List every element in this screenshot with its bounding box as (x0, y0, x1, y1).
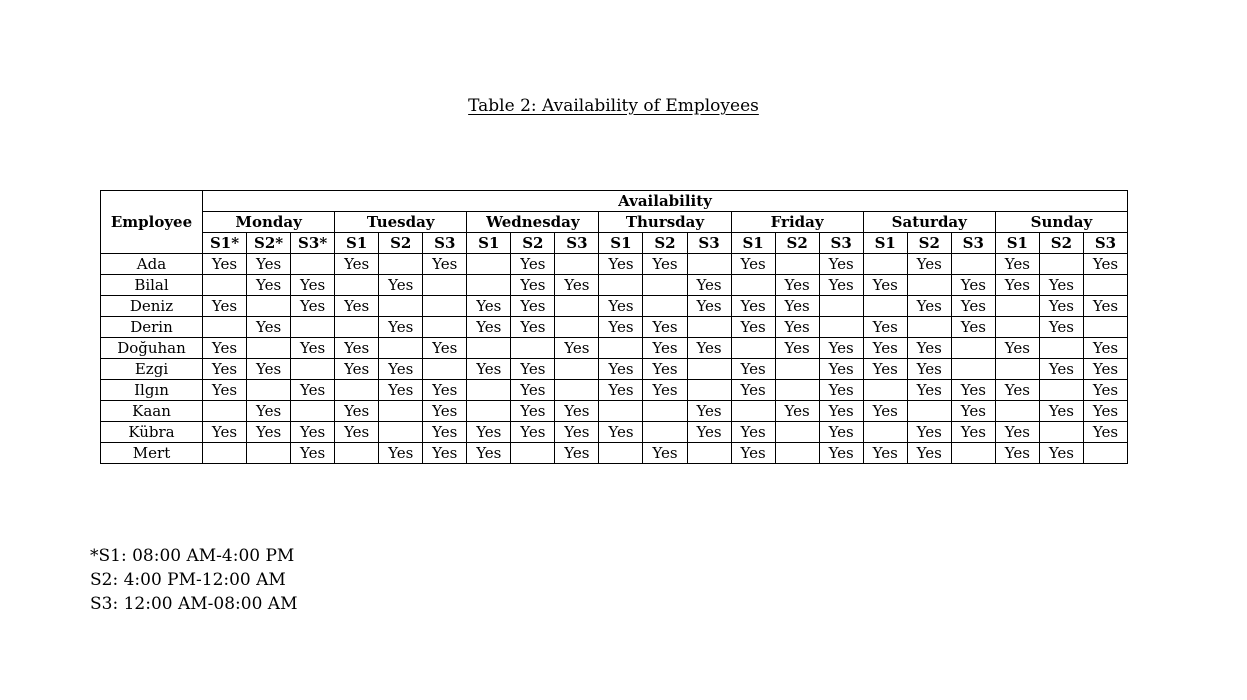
employee-name: Ada (101, 254, 203, 275)
availability-cell: Yes (247, 422, 291, 443)
availability-cell: Yes (643, 359, 687, 380)
table-row (101, 338, 1128, 359)
availability-cell (907, 275, 951, 296)
availability-cell (379, 254, 423, 275)
availability-cell: Yes (291, 422, 335, 443)
table-row (101, 380, 1128, 401)
availability-cell (863, 254, 907, 275)
availability-cell (599, 401, 643, 422)
availability-cell (907, 401, 951, 422)
day-header: Monday (203, 212, 335, 233)
availability-cell (819, 317, 863, 338)
header-row-availability (101, 191, 1128, 212)
shift-header: S1* (203, 233, 247, 254)
availability-cell (247, 338, 291, 359)
availability-cell (1039, 380, 1083, 401)
shift-header: S3 (423, 233, 467, 254)
availability-cell (951, 254, 995, 275)
availability-cell: Yes (643, 317, 687, 338)
availability-cell: Yes (599, 359, 643, 380)
shift-header: S3 (819, 233, 863, 254)
availability-cell (775, 443, 819, 464)
table-body (101, 254, 1128, 464)
shift-header: S2 (1039, 233, 1083, 254)
availability-cell: Yes (335, 254, 379, 275)
availability-cell (687, 317, 731, 338)
availability-cell (423, 296, 467, 317)
shift-header: S3 (687, 233, 731, 254)
availability-cell (467, 338, 511, 359)
day-header: Saturday (863, 212, 995, 233)
availability-cell (687, 380, 731, 401)
availability-cell (643, 275, 687, 296)
availability-cell: Yes (1039, 275, 1083, 296)
availability-cell: Yes (599, 317, 643, 338)
availability-cell: Yes (379, 380, 423, 401)
availability-cell: Yes (335, 401, 379, 422)
availability-cell: Yes (819, 254, 863, 275)
availability-cell: Yes (1083, 401, 1127, 422)
table-title: Table 2: Availability of Employees (468, 96, 759, 116)
availability-cell (467, 275, 511, 296)
shift-header: S2 (379, 233, 423, 254)
availability-cell (555, 296, 599, 317)
availability-cell: Yes (511, 275, 555, 296)
header-row-days (101, 212, 1128, 233)
availability-cell: Yes (907, 338, 951, 359)
availability-cell: Yes (467, 296, 511, 317)
availability-cell: Yes (819, 338, 863, 359)
availability-cell: Yes (555, 338, 599, 359)
availability-cell: Yes (247, 275, 291, 296)
availability-cell: Yes (247, 359, 291, 380)
availability-cell (599, 275, 643, 296)
table-row (101, 443, 1128, 464)
shift-header: S1 (863, 233, 907, 254)
availability-cell: Yes (643, 338, 687, 359)
availability-cell: Yes (687, 338, 731, 359)
availability-cell: Yes (423, 443, 467, 464)
availability-cell: Yes (687, 422, 731, 443)
availability-cell: Yes (995, 422, 1039, 443)
availability-cell: Yes (511, 422, 555, 443)
employee-name: Ilgın (101, 380, 203, 401)
availability-cell (423, 359, 467, 380)
availability-cell (555, 380, 599, 401)
day-header: Tuesday (335, 212, 467, 233)
availability-cell: Yes (291, 275, 335, 296)
availability-cell: Yes (819, 443, 863, 464)
availability-cell: Yes (863, 443, 907, 464)
availability-cell: Yes (423, 401, 467, 422)
availability-cell: Yes (731, 443, 775, 464)
availability-cell: Yes (511, 254, 555, 275)
shift-header: S3 (555, 233, 599, 254)
shift-header: S1 (731, 233, 775, 254)
availability-cell (951, 338, 995, 359)
availability-cell (775, 359, 819, 380)
availability-cell: Yes (951, 422, 995, 443)
day-header: Sunday (995, 212, 1127, 233)
availability-cell: Yes (863, 401, 907, 422)
availability-cell: Yes (1083, 422, 1127, 443)
availability-cell: Yes (775, 338, 819, 359)
table-row (101, 296, 1128, 317)
availability-cell: Yes (907, 359, 951, 380)
availability-cell: Yes (819, 380, 863, 401)
availability-cell: Yes (643, 254, 687, 275)
availability-cell (247, 380, 291, 401)
availability-cell: Yes (907, 380, 951, 401)
availability-cell (599, 443, 643, 464)
availability-cell: Yes (1083, 254, 1127, 275)
shift-legend (90, 544, 298, 616)
availability-cell: Yes (819, 359, 863, 380)
employee-column-header: Employee (101, 191, 203, 254)
availability-cell (1039, 422, 1083, 443)
table-row (101, 422, 1128, 443)
availability-cell (203, 275, 247, 296)
shift-header: S1 (467, 233, 511, 254)
availability-cell (379, 296, 423, 317)
availability-cell: Yes (335, 359, 379, 380)
availability-cell: Yes (995, 338, 1039, 359)
availability-cell (379, 338, 423, 359)
availability-cell: Yes (1039, 359, 1083, 380)
availability-cell (203, 317, 247, 338)
availability-cell: Yes (247, 254, 291, 275)
availability-cell: Yes (775, 275, 819, 296)
availability-cell (335, 443, 379, 464)
employee-name: Kübra (101, 422, 203, 443)
availability-cell: Yes (423, 254, 467, 275)
employee-name: Derin (101, 317, 203, 338)
availability-cell: Yes (775, 296, 819, 317)
availability-cell: Yes (995, 275, 1039, 296)
availability-table (100, 190, 1128, 464)
availability-cell: Yes (379, 359, 423, 380)
availability-cell: Yes (863, 317, 907, 338)
availability-cell: Yes (863, 338, 907, 359)
availability-cell (951, 443, 995, 464)
availability-cell (995, 317, 1039, 338)
availability-cell: Yes (731, 317, 775, 338)
availability-cell: Yes (555, 443, 599, 464)
availability-cell: Yes (379, 317, 423, 338)
employee-name: Deniz (101, 296, 203, 317)
availability-cell (379, 422, 423, 443)
shift-header: S2 (643, 233, 687, 254)
shift-header: S3* (291, 233, 335, 254)
shift-note: S3: 12:00 AM-08:00 AM (90, 594, 298, 614)
availability-cell: Yes (731, 254, 775, 275)
availability-cell: Yes (1083, 380, 1127, 401)
availability-cell: Yes (555, 275, 599, 296)
availability-cell: Yes (819, 422, 863, 443)
employee-name: Bilal (101, 275, 203, 296)
availability-cell: Yes (203, 380, 247, 401)
availability-cell: Yes (775, 401, 819, 422)
availability-cell (247, 443, 291, 464)
availability-cell: Yes (247, 317, 291, 338)
availability-cell (995, 401, 1039, 422)
availability-cell: Yes (467, 317, 511, 338)
availability-cell: Yes (731, 380, 775, 401)
availability-cell (335, 275, 379, 296)
availability-cell (423, 317, 467, 338)
availability-cell (203, 401, 247, 422)
shift-header: S1 (599, 233, 643, 254)
availability-cell (291, 317, 335, 338)
availability-cell (1083, 275, 1127, 296)
availability-cell: Yes (423, 422, 467, 443)
availability-cell: Yes (995, 254, 1039, 275)
availability-cell (775, 380, 819, 401)
availability-cell: Yes (1039, 296, 1083, 317)
availability-cell: Yes (511, 380, 555, 401)
availability-cell: Yes (907, 254, 951, 275)
availability-cell (511, 443, 555, 464)
availability-cell (1083, 443, 1127, 464)
availability-cell: Yes (1039, 443, 1083, 464)
employee-name: Ezgi (101, 359, 203, 380)
availability-cell: Yes (203, 254, 247, 275)
availability-cell: Yes (1083, 296, 1127, 317)
availability-cell: Yes (555, 422, 599, 443)
availability-cell (731, 401, 775, 422)
availability-cell: Yes (863, 359, 907, 380)
availability-cell (643, 296, 687, 317)
availability-cell: Yes (1039, 401, 1083, 422)
availability-cell (731, 275, 775, 296)
availability-cell (511, 338, 555, 359)
availability-cell: Yes (467, 359, 511, 380)
availability-cell: Yes (951, 317, 995, 338)
availability-cell: Yes (1083, 338, 1127, 359)
shift-header: S2 (775, 233, 819, 254)
availability-cell: Yes (995, 443, 1039, 464)
shift-note: S2: 4:00 PM-12:00 AM (90, 570, 286, 590)
availability-cell: Yes (511, 401, 555, 422)
availability-cell (731, 338, 775, 359)
availability-cell: Yes (819, 275, 863, 296)
shift-header: S3 (1083, 233, 1127, 254)
shift-header: S2* (247, 233, 291, 254)
availability-cell: Yes (643, 443, 687, 464)
availability-cell: Yes (203, 359, 247, 380)
table-row (101, 359, 1128, 380)
availability-cell (643, 422, 687, 443)
availability-cell: Yes (335, 422, 379, 443)
availability-cell: Yes (335, 338, 379, 359)
day-header: Friday (731, 212, 863, 233)
availability-cell: Yes (775, 317, 819, 338)
availability-cell (775, 422, 819, 443)
availability-cell (1039, 254, 1083, 275)
availability-cell (863, 380, 907, 401)
availability-cell: Yes (511, 296, 555, 317)
availability-cell (687, 359, 731, 380)
availability-cell: Yes (687, 296, 731, 317)
shift-header: S3 (951, 233, 995, 254)
availability-cell: Yes (467, 422, 511, 443)
availability-cell: Yes (907, 422, 951, 443)
table-row (101, 317, 1128, 338)
availability-cell (555, 359, 599, 380)
availability-cell: Yes (511, 317, 555, 338)
availability-cell: Yes (907, 443, 951, 464)
availability-cell: Yes (599, 422, 643, 443)
shift-header: S1 (335, 233, 379, 254)
availability-cell: Yes (907, 296, 951, 317)
availability-cell (291, 254, 335, 275)
availability-cell (907, 317, 951, 338)
availability-cell: Yes (599, 254, 643, 275)
availability-cell (599, 338, 643, 359)
availability-cell: Yes (951, 296, 995, 317)
employee-name: Doğuhan (101, 338, 203, 359)
availability-cell: Yes (731, 422, 775, 443)
table-row (101, 275, 1128, 296)
availability-cell: Yes (291, 338, 335, 359)
day-header: Wednesday (467, 212, 599, 233)
availability-cell (291, 401, 335, 422)
table-row (101, 401, 1128, 422)
availability-cell: Yes (863, 275, 907, 296)
availability-cell: Yes (1083, 359, 1127, 380)
availability-cell: Yes (995, 380, 1039, 401)
availability-cell: Yes (291, 296, 335, 317)
availability-cell (951, 359, 995, 380)
employee-name: Mert (101, 443, 203, 464)
availability-cell (995, 359, 1039, 380)
availability-cell: Yes (203, 338, 247, 359)
shift-header: S1 (995, 233, 1039, 254)
availability-cell: Yes (467, 443, 511, 464)
shift-header: S2 (511, 233, 555, 254)
day-header: Thursday (599, 212, 731, 233)
availability-cell: Yes (423, 338, 467, 359)
availability-cell: Yes (951, 401, 995, 422)
employee-name: Kaan (101, 401, 203, 422)
availability-header: Availability (203, 191, 1128, 212)
availability-cell (687, 254, 731, 275)
availability-cell (863, 422, 907, 443)
availability-cell: Yes (335, 296, 379, 317)
availability-cell: Yes (203, 296, 247, 317)
availability-cell: Yes (291, 443, 335, 464)
availability-cell: Yes (687, 275, 731, 296)
availability-cell: Yes (291, 380, 335, 401)
availability-cell: Yes (203, 422, 247, 443)
availability-cell (1039, 338, 1083, 359)
availability-cell: Yes (819, 401, 863, 422)
availability-cell: Yes (555, 401, 599, 422)
availability-cell (291, 359, 335, 380)
availability-cell: Yes (687, 401, 731, 422)
availability-cell (467, 380, 511, 401)
availability-cell: Yes (951, 275, 995, 296)
availability-cell: Yes (247, 401, 291, 422)
availability-cell: Yes (379, 275, 423, 296)
shift-header: S2 (907, 233, 951, 254)
availability-cell (555, 254, 599, 275)
availability-cell (467, 254, 511, 275)
availability-cell: Yes (1039, 317, 1083, 338)
availability-cell: Yes (731, 296, 775, 317)
availability-cell (247, 296, 291, 317)
header-row-shifts (101, 233, 1128, 254)
availability-cell (819, 296, 863, 317)
availability-cell (203, 443, 247, 464)
availability-cell (335, 380, 379, 401)
availability-cell (335, 317, 379, 338)
availability-cell (863, 296, 907, 317)
availability-cell: Yes (731, 359, 775, 380)
availability-cell: Yes (643, 380, 687, 401)
shift-note: *S1: 08:00 AM-4:00 PM (90, 546, 295, 566)
availability-cell (1083, 317, 1127, 338)
availability-cell (555, 317, 599, 338)
availability-cell (775, 254, 819, 275)
availability-cell: Yes (599, 380, 643, 401)
availability-cell (643, 401, 687, 422)
availability-cell (995, 296, 1039, 317)
availability-cell (423, 275, 467, 296)
availability-cell: Yes (599, 296, 643, 317)
availability-cell: Yes (951, 380, 995, 401)
availability-cell: Yes (379, 443, 423, 464)
table-row (101, 254, 1128, 275)
availability-cell (379, 401, 423, 422)
availability-cell (467, 401, 511, 422)
availability-cell: Yes (423, 380, 467, 401)
availability-cell (687, 443, 731, 464)
availability-cell: Yes (511, 359, 555, 380)
